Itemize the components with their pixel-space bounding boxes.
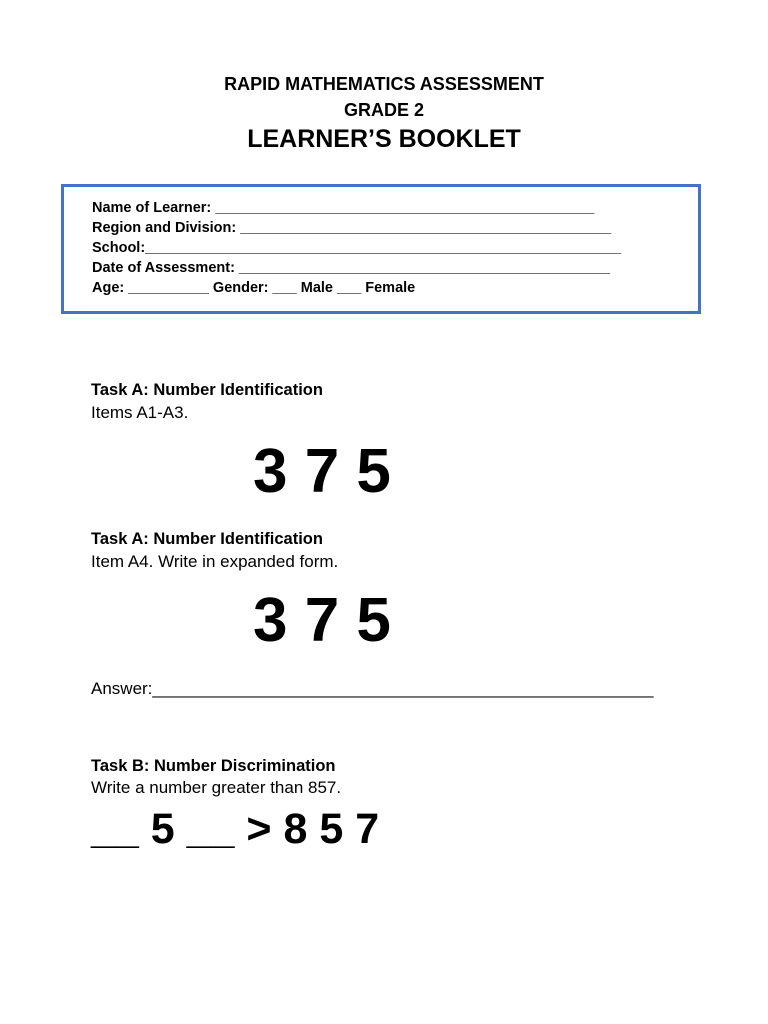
task-a-title: Task A: Number Identification bbox=[91, 381, 323, 399]
region-division-field: Region and Division: ______________________________________________ bbox=[92, 220, 612, 236]
task-a-number: 3 7 5 bbox=[253, 437, 391, 506]
name-of-learner-field: Name of Learner: _______________________________________________ bbox=[92, 200, 595, 216]
school-field: School:___________________________________________________________ bbox=[92, 240, 621, 256]
learner-info-box bbox=[61, 184, 701, 314]
task-a-expanded-title: Task A: Number Identification bbox=[91, 530, 323, 548]
task-a-expanded-number: 3 7 5 bbox=[253, 586, 391, 655]
date-of-assessment-field: Date of Assessment: ______________________________________________ bbox=[92, 260, 610, 276]
assessment-title: RAPID MATHEMATICS ASSESSMENT bbox=[224, 74, 544, 94]
task-b-title: Task B: Number Discrimination bbox=[91, 757, 336, 775]
answer-line: Answer:_____________________________________________________ bbox=[91, 679, 654, 698]
task-a-expanded-instruction: Item A4. Write in expanded form. bbox=[91, 552, 339, 571]
task-b-instruction: Write a number greater than 857. bbox=[91, 778, 342, 797]
age-gender-field: Age: __________ Gender: ___ Male ___ Female bbox=[92, 280, 416, 296]
grade-label: GRADE 2 bbox=[343, 100, 424, 120]
task-b-problem: __ 5 __ > 8 5 7 bbox=[91, 805, 380, 853]
booklet-title: LEARNER’S BOOKLET bbox=[247, 125, 521, 153]
task-a-items-label: Items A1-A3. bbox=[91, 403, 189, 422]
